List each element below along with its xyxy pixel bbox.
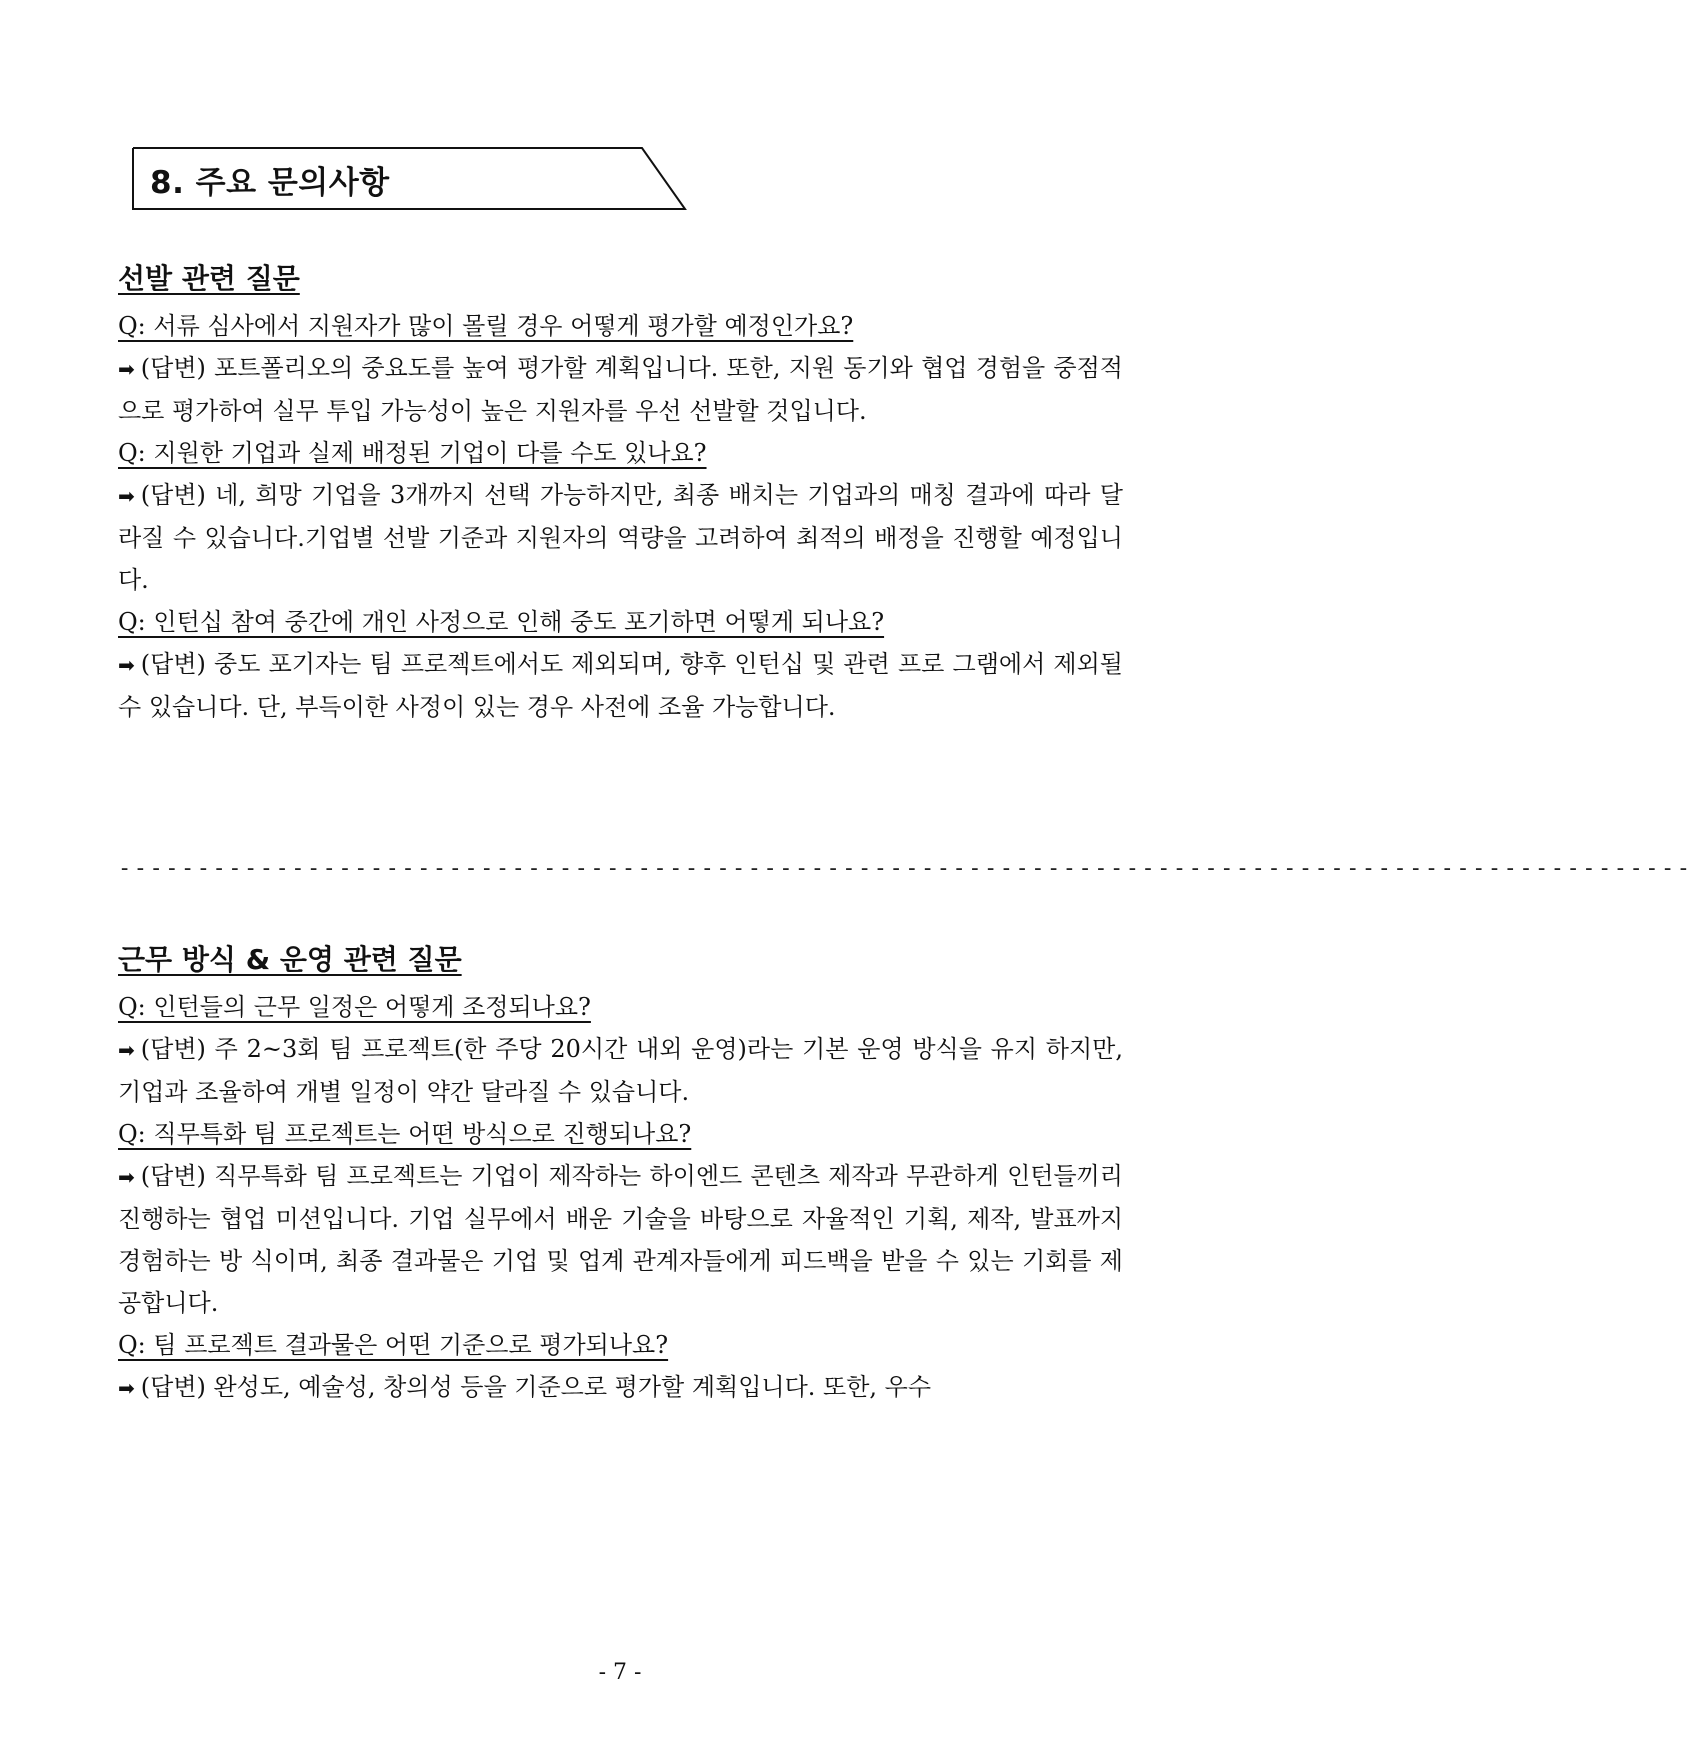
answer [118, 347, 1123, 432]
arrow-right-icon: ➡ [118, 1376, 135, 1400]
page-number: - 7 - [598, 1660, 642, 1685]
question: Q: 서류 심사에서 지원자가 많이 몰릴 경우 어떻게 평가할 예정인가요? [118, 312, 854, 340]
answer-text: (답변) 중도 포기자는 팀 프로젝트에서도 제외되며, 향후 인턴십 및 관련 프로 그램에서 제외될 수 있습니다. 단, 부득이한 사정이 있는 경우 사전에 조율 가능합니다. [118, 650, 1123, 721]
answer-text: (답변) 네, 희망 기업을 3개까지 선택 가능하지만, 최종 배치는 기업과의 매칭 결과에 따라 달라질 수 있습니다.기업별 선발 기준과 지원자의 역량을 고려하여 최적의 배정을 진행할 예정입니다. [118, 481, 1123, 594]
answer [118, 474, 1123, 601]
arrow-right-icon: ➡ [118, 484, 135, 508]
answer-text: (답변) 직무특화 팀 프로젝트는 기업이 제작하는 하이엔드 콘텐츠 제작과 무관하게 인턴들끼리 진행하는 협업 미션입니다. 기업 실무에서 배운 기술을 바탕으로 자율적인 기획, 제작, 발표까지 경험하는 방 식이며, 최종 결과물은 기업 및 업계 관계자들에게 피드백을 받을 수 있는 기회를 제공합니다. [118, 1162, 1123, 1317]
question: Q: 직무특화 팀 프로젝트는 어떤 방식으로 진행되나요? [118, 1120, 692, 1148]
qa-item [118, 305, 1123, 432]
work-operation-questions-section [118, 936, 1123, 1409]
answer-text: (답변) 포트폴리오의 중요도를 높여 평가할 계획입니다. 또한, 지원 동기와 협업 경험을 중점적으로 평가하여 실무 투입 가능성이 높은 지원자를 우선 선발할 것입니다. [118, 354, 1123, 425]
arrow-right-icon: ➡ [118, 1038, 135, 1062]
section-title: 선발 관련 질문 [118, 262, 300, 295]
question: Q: 인턴십 참여 중간에 개인 사정으로 인해 중도 포기하면 어떻게 되나요? [118, 608, 885, 636]
answer [118, 643, 1123, 728]
arrow-right-icon: ➡ [118, 653, 135, 677]
qa-item [118, 432, 1123, 601]
selection-questions-section [118, 255, 1123, 728]
answer-text: (답변) 완성도, 예술성, 창의성 등을 기준으로 평가할 계획입니다. 또한, 우수 [140, 1373, 932, 1401]
qa-item [118, 1113, 1123, 1324]
answer-text: (답변) 주 2~3회 팀 프로젝트(한 주당 20시간 내외 운영)라는 기본 운영 방식을 유지 하지만, 기업과 조율하여 개별 일정이 약간 달라질 수 있습니다. [118, 1035, 1123, 1106]
question: Q: 지원한 기업과 실제 배정된 기업이 다를 수도 있나요? [118, 439, 707, 467]
question: Q: 팀 프로젝트 결과물은 어떤 기준으로 평가되나요? [118, 1331, 669, 1359]
section-header-title: 8. 주요 문의사항 [150, 165, 390, 201]
dashed-divider: ---------------------------------------------------------------------------------------------------- [118, 856, 1693, 881]
arrow-right-icon: ➡ [118, 357, 135, 381]
answer [118, 1155, 1123, 1324]
question: Q: 인턴들의 근무 일정은 어떻게 조정되나요? [118, 993, 591, 1021]
qa-item [118, 1324, 1123, 1409]
section-title: 근무 방식 & 운영 관련 질문 [118, 943, 462, 976]
section-header-box [132, 147, 687, 211]
qa-item [118, 986, 1123, 1113]
arrow-right-icon: ➡ [118, 1165, 135, 1189]
qa-item [118, 601, 1123, 728]
answer [118, 1366, 1123, 1409]
answer [118, 1028, 1123, 1113]
